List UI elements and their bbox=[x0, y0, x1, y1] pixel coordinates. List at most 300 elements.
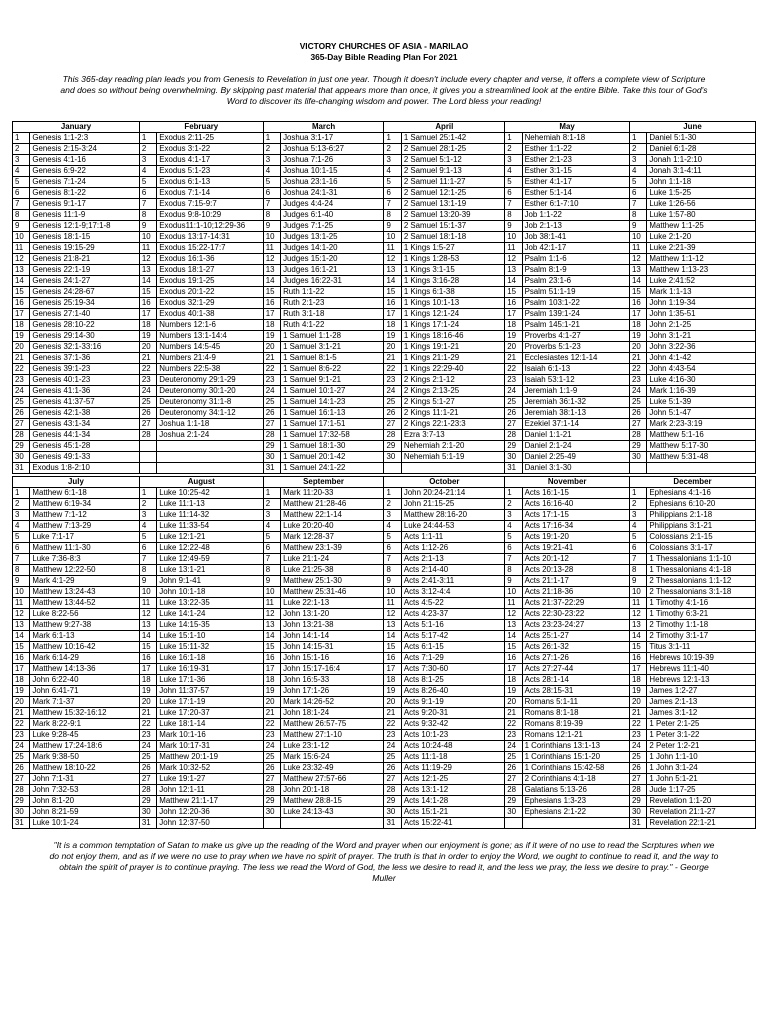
reading-cell: 2 Kings 11:1-21 bbox=[401, 408, 504, 419]
day-number: 5 bbox=[13, 177, 30, 188]
day-number: 16 bbox=[505, 653, 522, 664]
day-number bbox=[139, 463, 156, 474]
reading-cell: Acts 21:37-22:29 bbox=[522, 598, 629, 609]
day-number: 16 bbox=[630, 298, 647, 309]
reading-cell: Deuteronomy 29:1-29 bbox=[157, 375, 263, 386]
day-number: 2 bbox=[505, 144, 522, 155]
day-number: 26 bbox=[13, 408, 30, 419]
day-number: 25 bbox=[505, 397, 522, 408]
day-number: 13 bbox=[263, 620, 280, 631]
day-number: 7 bbox=[630, 199, 647, 210]
day-number: 5 bbox=[139, 532, 156, 543]
reading-cell: John 14:15-31 bbox=[281, 642, 384, 653]
table-row bbox=[13, 309, 756, 320]
day-number: 11 bbox=[13, 243, 30, 254]
reading-cell: 1 Kings 3:16-28 bbox=[401, 276, 504, 287]
reading-cell: Genesis 12:1-9;17:1-8 bbox=[30, 221, 140, 232]
day-number: 9 bbox=[630, 576, 647, 587]
reading-cell: 1 John 5:1-21 bbox=[647, 774, 756, 785]
day-number: 27 bbox=[139, 419, 156, 430]
reading-cell: Matthew 21:28-46 bbox=[281, 499, 384, 510]
reading-cell: 1 Thessalonians 1:1-10 bbox=[647, 554, 756, 565]
reading-cell: Luke 1:57-80 bbox=[647, 210, 756, 221]
day-number: 7 bbox=[630, 554, 647, 565]
reading-cell: John 8:1-20 bbox=[30, 796, 140, 807]
day-number: 10 bbox=[263, 587, 280, 598]
reading-cell: 1 Kings 18:16-46 bbox=[401, 331, 504, 342]
table-row bbox=[13, 441, 756, 452]
reading-cell: Exodus 20:1-22 bbox=[157, 287, 263, 298]
reading-cell: Genesis 45:1-28 bbox=[30, 441, 140, 452]
month-header: July bbox=[13, 477, 140, 488]
table-row bbox=[13, 653, 756, 664]
day-number: 12 bbox=[13, 254, 30, 265]
day-number: 1 bbox=[384, 133, 401, 144]
day-number: 15 bbox=[139, 287, 156, 298]
day-number: 28 bbox=[505, 430, 522, 441]
reading-cell: Mark 4:1-29 bbox=[30, 576, 140, 587]
table-row bbox=[13, 188, 756, 199]
day-number: 9 bbox=[630, 221, 647, 232]
reading-cell: John 20:24-21:14 bbox=[401, 488, 504, 499]
reading-cell: Genesis 39:1-23 bbox=[30, 364, 140, 375]
reading-cell: Matthew 23:1-39 bbox=[281, 543, 384, 554]
reading-cell: Proverbs 4:1-27 bbox=[522, 331, 629, 342]
day-number: 12 bbox=[13, 609, 30, 620]
day-number: 16 bbox=[384, 653, 401, 664]
day-number: 3 bbox=[263, 510, 280, 521]
day-number: 27 bbox=[139, 774, 156, 785]
reading-cell: Acts 1:1-11 bbox=[401, 532, 504, 543]
day-number: 22 bbox=[630, 719, 647, 730]
reading-cell: Hebrews 12:1-13 bbox=[647, 675, 756, 686]
day-number: 11 bbox=[263, 598, 280, 609]
day-number: 4 bbox=[263, 521, 280, 532]
day-number: 16 bbox=[139, 298, 156, 309]
reading-cell: Mark 7:1-37 bbox=[30, 697, 140, 708]
table-row bbox=[13, 144, 756, 155]
day-number: 10 bbox=[505, 232, 522, 243]
reading-cell: Romans 8:19-39 bbox=[522, 719, 629, 730]
reading-cell: Psalm 103:1-22 bbox=[522, 298, 629, 309]
table-row bbox=[13, 177, 756, 188]
day-number: 16 bbox=[139, 653, 156, 664]
reading-cell: Ruth 2:1-23 bbox=[281, 298, 384, 309]
day-number: 15 bbox=[263, 642, 280, 653]
reading-cell: Genesis 8:1-22 bbox=[30, 188, 140, 199]
day-number: 15 bbox=[630, 642, 647, 653]
day-number: 3 bbox=[630, 510, 647, 521]
day-number: 20 bbox=[505, 342, 522, 353]
reading-cell: Judges 16:1-21 bbox=[281, 265, 384, 276]
day-number: 16 bbox=[263, 298, 280, 309]
reading-cell: 1 Kings 21:1-29 bbox=[401, 353, 504, 364]
day-number: 9 bbox=[139, 221, 156, 232]
day-number: 3 bbox=[139, 510, 156, 521]
day-number: 20 bbox=[139, 342, 156, 353]
reading-cell: Mark 2:23-3:19 bbox=[647, 419, 756, 430]
day-number: 11 bbox=[384, 243, 401, 254]
reading-cell: John 20:1-18 bbox=[281, 785, 384, 796]
reading-cell: Matthew 13:24-43 bbox=[30, 587, 140, 598]
reading-cell: John 1:35-51 bbox=[647, 309, 756, 320]
day-number: 12 bbox=[630, 254, 647, 265]
day-number: 8 bbox=[630, 565, 647, 576]
day-number: 1 bbox=[139, 488, 156, 499]
reading-cell: Job 1:1-22 bbox=[522, 210, 629, 221]
day-number: 23 bbox=[384, 730, 401, 741]
reading-cell: Matthew 17:24-18:6 bbox=[30, 741, 140, 752]
day-number: 26 bbox=[630, 408, 647, 419]
day-number: 17 bbox=[505, 309, 522, 320]
reading-cell: 1 Kings 6:1-38 bbox=[401, 287, 504, 298]
reading-cell: Matthew 27:57-66 bbox=[281, 774, 384, 785]
reading-cell: Genesis 7:1-24 bbox=[30, 177, 140, 188]
day-number: 10 bbox=[505, 587, 522, 598]
reading-cell: Genesis 27:1-40 bbox=[30, 309, 140, 320]
reading-cell: Matthew 5:1-16 bbox=[647, 430, 756, 441]
table-row bbox=[13, 243, 756, 254]
day-number: 21 bbox=[139, 708, 156, 719]
reading-cell: 1 Samuel 17:32-58 bbox=[281, 430, 384, 441]
day-number: 3 bbox=[505, 510, 522, 521]
day-number: 19 bbox=[139, 331, 156, 342]
reading-cell: Luke 23:1-12 bbox=[281, 741, 384, 752]
reading-cell: Exodus 5:1-23 bbox=[157, 166, 263, 177]
day-number: 12 bbox=[505, 609, 522, 620]
reading-cell: Romans 12:1-21 bbox=[522, 730, 629, 741]
day-number: 8 bbox=[263, 565, 280, 576]
day-number: 25 bbox=[13, 752, 30, 763]
table-row bbox=[13, 543, 756, 554]
day-number bbox=[505, 818, 522, 829]
day-number: 25 bbox=[384, 397, 401, 408]
day-number: 21 bbox=[384, 708, 401, 719]
day-number: 7 bbox=[505, 199, 522, 210]
reading-cell: Luke 5:1-39 bbox=[647, 397, 756, 408]
reading-cell: 2 Samuel 12:1-25 bbox=[401, 188, 504, 199]
day-number: 27 bbox=[263, 419, 280, 430]
reading-cell: John 6:41-71 bbox=[30, 686, 140, 697]
reading-cell: Mark 11:20-33 bbox=[281, 488, 384, 499]
table-row bbox=[13, 463, 756, 474]
table-row bbox=[13, 565, 756, 576]
day-number: 22 bbox=[13, 364, 30, 375]
reading-cell: Daniel 2:25-49 bbox=[522, 452, 629, 463]
reading-cell: Matthew 1:1-25 bbox=[647, 221, 756, 232]
reading-cell: Judges 13:1-25 bbox=[281, 232, 384, 243]
reading-cell: Matthew 7:1-12 bbox=[30, 510, 140, 521]
reading-cell: Joshua 24:1-31 bbox=[281, 188, 384, 199]
day-number: 5 bbox=[384, 177, 401, 188]
reading-cell: Matthew 25:31-46 bbox=[281, 587, 384, 598]
reading-cell: Esther 6:1-7:10 bbox=[522, 199, 629, 210]
day-number: 4 bbox=[13, 521, 30, 532]
reading-cell: Luke 4:16-30 bbox=[647, 375, 756, 386]
day-number: 25 bbox=[384, 752, 401, 763]
reading-cell: Acts 11:1-18 bbox=[401, 752, 504, 763]
reading-cell: Matthew 25:1-30 bbox=[281, 576, 384, 587]
reading-cell: Exodus 19:1-25 bbox=[157, 276, 263, 287]
reading-cell: Acts 26:1-32 bbox=[522, 642, 629, 653]
month-header: June bbox=[630, 122, 756, 133]
day-number: 10 bbox=[630, 232, 647, 243]
day-number: 27 bbox=[263, 774, 280, 785]
reading-cell: Nehemiah 5:1-19 bbox=[401, 452, 504, 463]
reading-cell: John 15:1-16 bbox=[281, 653, 384, 664]
day-number: 9 bbox=[505, 576, 522, 587]
reading-cell: Luke 12:22-48 bbox=[157, 543, 263, 554]
day-number: 4 bbox=[505, 521, 522, 532]
day-number: 1 bbox=[263, 133, 280, 144]
day-number: 4 bbox=[630, 521, 647, 532]
plan-title: 365-Day Bible Reading Plan For 2021 bbox=[310, 52, 458, 62]
day-number: 25 bbox=[139, 397, 156, 408]
day-number: 24 bbox=[630, 386, 647, 397]
day-number: 2 bbox=[13, 499, 30, 510]
reading-cell: Acts 27:1-26 bbox=[522, 653, 629, 664]
reading-cell: Philippians 2:1-18 bbox=[647, 510, 756, 521]
day-number: 9 bbox=[13, 576, 30, 587]
day-number: 12 bbox=[263, 254, 280, 265]
reading-cell: John 5:1-47 bbox=[647, 408, 756, 419]
day-number: 13 bbox=[13, 620, 30, 631]
reading-cell: Acts 27:27-44 bbox=[522, 664, 629, 675]
reading-cell: Genesis 19:15-29 bbox=[30, 243, 140, 254]
reading-cell: 2 Samuel 5:1-12 bbox=[401, 155, 504, 166]
reading-cell: Numbers 22:5-38 bbox=[157, 364, 263, 375]
day-number: 30 bbox=[384, 452, 401, 463]
reading-cell: Luke 22:1-13 bbox=[281, 598, 384, 609]
table-row bbox=[13, 276, 756, 287]
table-row bbox=[13, 331, 756, 342]
reading-cell: Colossians 3:1-17 bbox=[647, 543, 756, 554]
day-number: 29 bbox=[263, 441, 280, 452]
day-number: 29 bbox=[263, 796, 280, 807]
day-number: 30 bbox=[13, 452, 30, 463]
reading-cell: Luke 2:1-20 bbox=[647, 232, 756, 243]
reading-cell: Matthew 10:16-42 bbox=[30, 642, 140, 653]
day-number: 31 bbox=[505, 463, 522, 474]
reading-cell: Ruth 3:1-18 bbox=[281, 309, 384, 320]
reading-cell: Genesis 28:10-22 bbox=[30, 320, 140, 331]
day-number: 26 bbox=[630, 763, 647, 774]
day-number: 9 bbox=[13, 221, 30, 232]
table-row bbox=[13, 763, 756, 774]
day-number: 19 bbox=[630, 686, 647, 697]
day-number: 8 bbox=[263, 210, 280, 221]
day-number: 13 bbox=[263, 265, 280, 276]
day-number: 1 bbox=[630, 488, 647, 499]
reading-cell: Exodus 2:11-25 bbox=[157, 133, 263, 144]
reading-cell: Luke 24:13-43 bbox=[281, 807, 384, 818]
reading-cell: Luke 11:33-54 bbox=[157, 521, 263, 532]
day-number: 18 bbox=[263, 675, 280, 686]
day-number: 14 bbox=[263, 631, 280, 642]
reading-cell: Acts 7:30-60 bbox=[401, 664, 504, 675]
day-number: 7 bbox=[13, 199, 30, 210]
reading-cell: Genesis 49:1-33 bbox=[30, 452, 140, 463]
reading-cell: Luke 17:20-37 bbox=[157, 708, 263, 719]
day-number: 18 bbox=[13, 320, 30, 331]
day-number: 5 bbox=[630, 177, 647, 188]
table-row bbox=[13, 298, 756, 309]
reading-cell: 1 Samuel 17:1-51 bbox=[281, 419, 384, 430]
reading-cell: Genesis 22:1-19 bbox=[30, 265, 140, 276]
reading-cell: Acts 23:23-24:27 bbox=[522, 620, 629, 631]
table-row bbox=[13, 221, 756, 232]
reading-cell: Mark 9:38-50 bbox=[30, 752, 140, 763]
reading-cell: 2 Thessalonians 3:1-18 bbox=[647, 587, 756, 598]
reading-cell: Acts 7:1-29 bbox=[401, 653, 504, 664]
reading-cell: Numbers 21:4-9 bbox=[157, 353, 263, 364]
reading-cell: Acts 2:1-13 bbox=[401, 554, 504, 565]
day-number: 5 bbox=[505, 532, 522, 543]
reading-cell: Acts 16:1-15 bbox=[522, 488, 629, 499]
reading-cell: Mark 10:1-16 bbox=[157, 730, 263, 741]
day-number: 13 bbox=[384, 265, 401, 276]
reading-cell: Luke 9:28-45 bbox=[30, 730, 140, 741]
reading-cell: Romans 8:1-18 bbox=[522, 708, 629, 719]
day-number: 26 bbox=[263, 763, 280, 774]
reading-cell: John 1:19-34 bbox=[647, 298, 756, 309]
day-number: 14 bbox=[505, 276, 522, 287]
day-number: 11 bbox=[13, 598, 30, 609]
reading-cell: Joshua 7:1-26 bbox=[281, 155, 384, 166]
day-number: 15 bbox=[263, 287, 280, 298]
day-number: 13 bbox=[505, 265, 522, 276]
day-number: 9 bbox=[384, 576, 401, 587]
day-number: 20 bbox=[13, 697, 30, 708]
day-number: 16 bbox=[630, 653, 647, 664]
reading-cell: Psalm 23:1-6 bbox=[522, 276, 629, 287]
day-number: 17 bbox=[13, 664, 30, 675]
day-number: 17 bbox=[263, 664, 280, 675]
table-row bbox=[13, 620, 756, 631]
reading-cell: Matthew 9:27-38 bbox=[30, 620, 140, 631]
day-number: 21 bbox=[505, 708, 522, 719]
day-number: 4 bbox=[384, 521, 401, 532]
reading-cell: Proverbs 5:1-23 bbox=[522, 342, 629, 353]
day-number: 22 bbox=[505, 719, 522, 730]
table-row bbox=[13, 254, 756, 265]
day-number: 30 bbox=[505, 452, 522, 463]
reading-cell: 2 Kings 2:13-25 bbox=[401, 386, 504, 397]
day-number: 31 bbox=[630, 818, 647, 829]
day-number: 10 bbox=[139, 587, 156, 598]
reading-cell: Matthew 12:22-50 bbox=[30, 565, 140, 576]
reading-cell: Daniel 1:1-21 bbox=[522, 430, 629, 441]
reading-cell: 2 Kings 2:1-12 bbox=[401, 375, 504, 386]
reading-cell: Joshua 5:13-6:27 bbox=[281, 144, 384, 155]
reading-cell: Luke 18:1-14 bbox=[157, 719, 263, 730]
day-number: 21 bbox=[139, 353, 156, 364]
reading-cell: Luke 16:19-31 bbox=[157, 664, 263, 675]
reading-cell: John 17:1-26 bbox=[281, 686, 384, 697]
table-row bbox=[13, 642, 756, 653]
reading-cell: 1 Kings 12:1-24 bbox=[401, 309, 504, 320]
day-number: 3 bbox=[505, 155, 522, 166]
reading-cell: Genesis 24:28-67 bbox=[30, 287, 140, 298]
day-number: 25 bbox=[263, 752, 280, 763]
table-row bbox=[13, 133, 756, 144]
day-number: 13 bbox=[505, 620, 522, 631]
reading-cell: Matthew 15:32-16:12 bbox=[30, 708, 140, 719]
day-number: 20 bbox=[630, 342, 647, 353]
day-number: 13 bbox=[384, 620, 401, 631]
day-number: 31 bbox=[384, 818, 401, 829]
reading-cell: Luke 13:1-21 bbox=[157, 565, 263, 576]
day-number: 8 bbox=[505, 210, 522, 221]
day-number: 21 bbox=[505, 353, 522, 364]
reading-cell: John 8:21-59 bbox=[30, 807, 140, 818]
day-number: 19 bbox=[263, 331, 280, 342]
day-number: 26 bbox=[505, 763, 522, 774]
day-number: 26 bbox=[505, 408, 522, 419]
day-number: 20 bbox=[630, 697, 647, 708]
reading-cell: 1 Kings 10:1-13 bbox=[401, 298, 504, 309]
reading-table-jan-jun bbox=[12, 121, 756, 474]
reading-cell: Exodus 32:1-29 bbox=[157, 298, 263, 309]
day-number: 6 bbox=[139, 188, 156, 199]
reading-cell: Esther 2:1-23 bbox=[522, 155, 629, 166]
reading-cell: Ephesians 6:10-20 bbox=[647, 499, 756, 510]
table-row bbox=[13, 166, 756, 177]
reading-cell: Isaiah 53:1-12 bbox=[522, 375, 629, 386]
reading-cell: Jude 1:17-25 bbox=[647, 785, 756, 796]
table-row bbox=[13, 364, 756, 375]
day-number: 23 bbox=[263, 730, 280, 741]
day-number: 28 bbox=[139, 785, 156, 796]
reading-cell: Matthew 6:19-34 bbox=[30, 499, 140, 510]
day-number: 18 bbox=[630, 675, 647, 686]
day-number: 16 bbox=[263, 653, 280, 664]
day-number: 30 bbox=[139, 807, 156, 818]
day-number: 15 bbox=[505, 642, 522, 653]
day-number: 20 bbox=[263, 697, 280, 708]
day-number: 24 bbox=[139, 386, 156, 397]
reading-cell: John 18:1-24 bbox=[281, 708, 384, 719]
reading-cell: Mark 10:32-52 bbox=[157, 763, 263, 774]
reading-cell: Luke 17:1-19 bbox=[157, 697, 263, 708]
reading-cell: 1 Samuel 1:1-28 bbox=[281, 331, 384, 342]
day-number: 21 bbox=[630, 353, 647, 364]
day-number: 1 bbox=[13, 488, 30, 499]
day-number: 10 bbox=[630, 587, 647, 598]
day-number: 14 bbox=[13, 631, 30, 642]
reading-cell: Luke 21:1-24 bbox=[281, 554, 384, 565]
reading-cell: Acts 9:32-42 bbox=[401, 719, 504, 730]
day-number: 4 bbox=[13, 166, 30, 177]
reading-cell: Genesis 11:1-9 bbox=[30, 210, 140, 221]
reading-cell: Acts 22:30-23:22 bbox=[522, 609, 629, 620]
day-number: 22 bbox=[263, 719, 280, 730]
reading-cell: Exodus 6:1-13 bbox=[157, 177, 263, 188]
day-number: 8 bbox=[630, 210, 647, 221]
reading-cell: Ezekiel 37:1-14 bbox=[522, 419, 629, 430]
day-number: 2 bbox=[139, 499, 156, 510]
reading-cell: John 3:22-36 bbox=[647, 342, 756, 353]
reading-cell: 1 Samuel 20:1-42 bbox=[281, 452, 384, 463]
reading-cell: 1 Samuel 9:1-21 bbox=[281, 375, 384, 386]
day-number: 18 bbox=[263, 320, 280, 331]
reading-cell: John 16:5-33 bbox=[281, 675, 384, 686]
reading-cell: Matthew 21:1-17 bbox=[157, 796, 263, 807]
reading-cell: 1 Timothy 4:1-16 bbox=[647, 598, 756, 609]
day-number: 24 bbox=[263, 386, 280, 397]
day-number: 23 bbox=[505, 375, 522, 386]
reading-cell: Matthew 13:44-52 bbox=[30, 598, 140, 609]
